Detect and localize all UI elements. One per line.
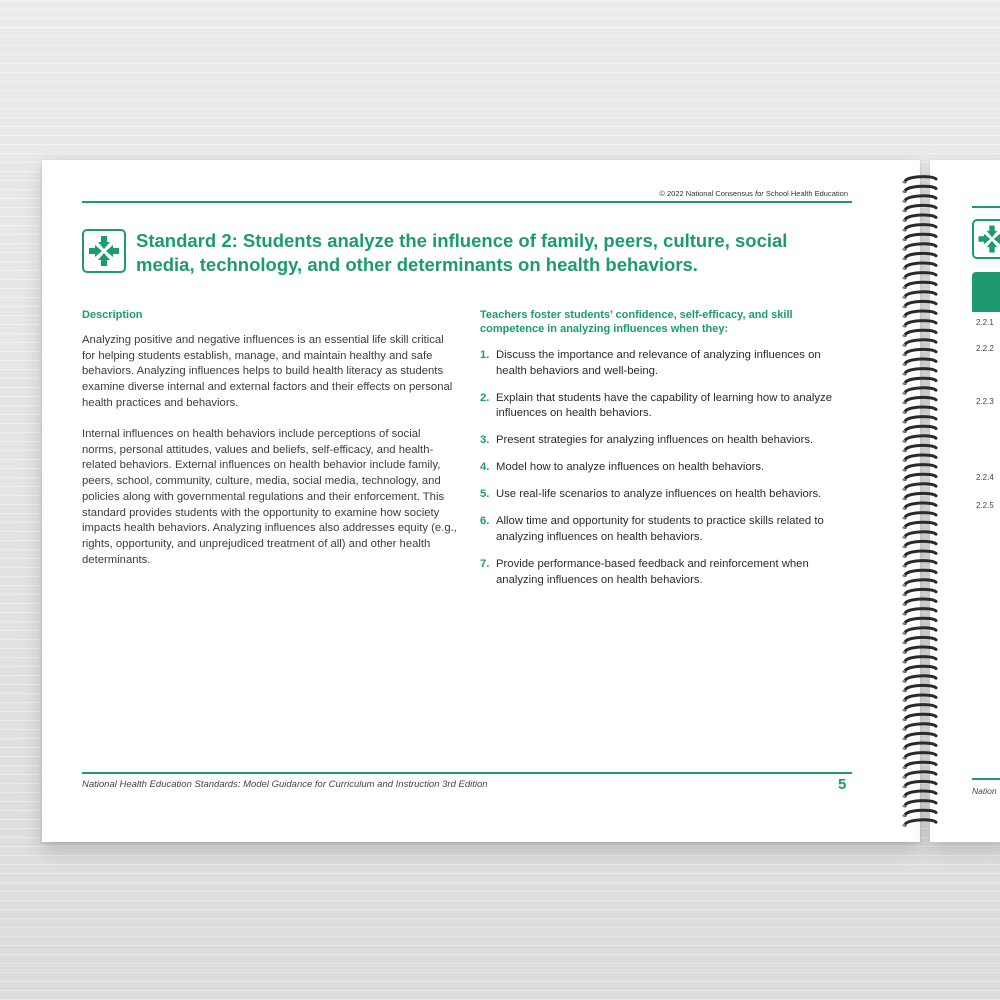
spiral-hole — [902, 354, 905, 357]
spiral-hole — [902, 603, 905, 606]
spiral-hole — [902, 277, 905, 280]
spiral-hole — [902, 373, 905, 376]
item-number: 7. — [480, 558, 490, 571]
spiral-coil — [905, 474, 936, 479]
spiral-hole — [902, 824, 905, 827]
footer-title: National Health Education Standards: Model Guidance for Curriculum and Instruction 3rd Edition — [82, 779, 488, 790]
spiral-coil — [905, 676, 936, 681]
spiral-hole — [902, 718, 905, 721]
spiral-hole — [902, 229, 905, 232]
spiral-coil — [905, 551, 936, 556]
list-item: 2. Explain that students have the capability of learning how to analyze influences on health behaviors. — [480, 391, 832, 420]
standard-title: Standard 2: Students analyze the influence of family, peers, culture, social media, technology, and other determinants on health behaviors. — [136, 230, 788, 275]
spiral-hole — [902, 661, 905, 664]
right-table-header — [972, 272, 1000, 312]
spiral-hole — [902, 747, 905, 750]
spiral-hole — [902, 334, 905, 337]
spiral-hole — [902, 814, 905, 817]
spiral-hole — [902, 411, 905, 414]
spiral-hole — [902, 546, 905, 549]
spiral-coil — [905, 282, 936, 287]
indicator-label: 2.2.3 — [976, 397, 994, 406]
spiral-hole — [902, 709, 905, 712]
spiral-hole — [902, 306, 905, 309]
spiral-coil — [905, 215, 936, 220]
spiral-coil — [905, 801, 936, 806]
spiral-hole — [902, 238, 905, 241]
spiral-coil — [905, 417, 936, 422]
spiral-hole — [902, 440, 905, 443]
spiral-hole — [902, 757, 905, 760]
spiral-hole — [902, 421, 905, 424]
list-item: 7. Provide performance-based feedback and reinforcement when analyzing influences on health behaviors. — [480, 558, 809, 586]
spiral-hole — [902, 402, 905, 405]
spiral-coil — [905, 637, 936, 642]
spiral-hole — [902, 613, 905, 616]
spiral-coil — [905, 541, 936, 546]
spiral-hole — [902, 181, 905, 184]
spiral-hole — [902, 190, 905, 193]
list-item: 1. Discuss the importance and relevance of analyzing influences on health behaviors and well-being. — [480, 349, 821, 377]
list-item: 5. Use real-life scenarios to analyze influences on health behaviors. — [480, 487, 852, 503]
spiral-coil — [905, 311, 936, 316]
spiral-coil — [905, 628, 936, 633]
indicator-label: 2.2.1 — [976, 318, 994, 327]
spiral-hole — [902, 450, 905, 453]
spiral-hole — [902, 478, 905, 481]
item-number: 6. — [480, 515, 490, 528]
spiral-coil — [905, 225, 936, 230]
spiral-hole — [902, 392, 905, 395]
description-paragraph: Internal influences on health behaviors include perceptions of social norms, personal attitudes, values and beliefs, self-efficacy, and health-related behaviors. External influences on health behavior include family, peers, school, community, culture, media, social media, technology, and policies along with governmental regulations and their enforcement. This standard provides students with the opportunity to examine how society impacts health behaviors. Analyzing influences also addresses equity (e.g., rights, opportunity, and unprejudiced treatment of all) and other health determinants. — [82, 428, 457, 566]
spiral-hole — [902, 574, 905, 577]
spiral-coil — [905, 685, 936, 690]
spiral-hole — [902, 248, 905, 251]
spiral-coil — [905, 407, 936, 412]
spiral-coil — [905, 762, 936, 767]
spiral-coil — [905, 772, 936, 777]
spiral-hole — [902, 210, 905, 213]
spiral-hole — [902, 680, 905, 683]
spiral-hole — [902, 517, 905, 520]
spiral-hole — [902, 670, 905, 673]
item-number: 4. — [480, 461, 490, 474]
spiral-coil — [905, 589, 936, 594]
item-number: 1. — [480, 349, 490, 361]
spiral-hole — [902, 594, 905, 597]
right-footer-text: Nation — [972, 786, 997, 796]
spiral-coil — [905, 570, 936, 575]
spiral-coil — [905, 330, 936, 335]
teachers-heading: Teachers foster students’ confidence, self-efficacy, and skill competence in analyzing influences when they: — [480, 309, 793, 335]
spiral-hole — [902, 325, 905, 328]
spiral-coil — [905, 705, 936, 710]
spiral-hole — [902, 536, 905, 539]
spiral-hole — [902, 488, 905, 491]
spiral-coil — [905, 753, 936, 758]
spiral-coil — [905, 253, 936, 258]
spiral-coil — [905, 810, 936, 815]
spiral-hole — [902, 786, 905, 789]
spiral-hole — [902, 507, 905, 510]
spiral-hole — [902, 258, 905, 261]
spiral-coil — [905, 436, 936, 441]
spiral-coil — [905, 781, 936, 786]
spiral-coil — [905, 388, 936, 393]
spiral-hole — [902, 526, 905, 529]
spiral-coil — [905, 205, 936, 210]
list-item: 4. Model how to analyze influences on health behaviors. — [480, 460, 852, 476]
spiral-hole — [902, 286, 905, 289]
spiral-coil — [905, 647, 936, 652]
spiral-hole — [902, 738, 905, 741]
spiral-hole — [902, 219, 905, 222]
spiral-coil — [905, 820, 936, 825]
spiral-hole — [902, 459, 905, 462]
spiral-hole — [902, 315, 905, 318]
copyright-notice: © 2022 National Consensus for School Health Education — [659, 189, 848, 198]
spiral-hole — [902, 632, 905, 635]
spiral-hole — [902, 651, 905, 654]
arrows-converging-icon — [972, 219, 1000, 259]
spiral-coil — [905, 186, 936, 191]
spiral-coil — [905, 349, 936, 354]
spiral-coil — [905, 234, 936, 239]
spiral-coil — [905, 445, 936, 450]
right-footer-rule — [972, 778, 1000, 780]
spiral-coil — [905, 484, 936, 489]
spiral-coil — [905, 359, 936, 364]
spiral-hole — [902, 728, 905, 731]
spiral-hole — [902, 584, 905, 587]
spiral-hole — [902, 267, 905, 270]
spiral-coil — [905, 714, 936, 719]
indicator-label: 2.2.4 — [976, 473, 994, 482]
item-number: 2. — [480, 391, 490, 404]
spiral-coil — [905, 599, 936, 604]
spiral-coil — [905, 196, 936, 201]
list-item: 3. Present strategies for analyzing influences on health behaviors. — [480, 433, 852, 449]
spiral-hole — [902, 776, 905, 779]
item-number: 5. — [480, 488, 490, 501]
spiral-hole — [902, 430, 905, 433]
spiral-hole — [902, 555, 905, 558]
spiral-coil — [905, 733, 936, 738]
spiral-coil — [905, 177, 936, 182]
list-item: 6. Allow time and opportunity for students to practice skills related to analyzing influences on health behaviors. — [480, 515, 824, 544]
spiral-hole — [902, 766, 905, 769]
spiral-hole — [902, 795, 905, 798]
spiral-coil — [905, 301, 936, 306]
spiral-coil — [905, 244, 936, 249]
page-number: 5 — [838, 776, 847, 793]
spiral-coil — [905, 465, 936, 470]
spiral-hole — [902, 805, 905, 808]
indicator-label: 2.2.5 — [976, 501, 994, 510]
spiral-coil — [905, 378, 936, 383]
right-header-rule — [972, 206, 1000, 208]
spiral-coil — [905, 455, 936, 460]
spiral-coil — [905, 397, 936, 402]
spiral-hole — [902, 382, 905, 385]
spiral-coil — [905, 609, 936, 614]
spiral-coil — [905, 503, 936, 508]
spiral-coil — [905, 292, 936, 297]
spiral-hole — [902, 622, 905, 625]
description-paragraph: Analyzing positive and negative influences is an essential life skill critical for helping students establish, manage, and maintain healthy and safe behaviors. Analyzing influences helps to build health literacy as students examine diverse internal and external factors and their effects on personal health practices and behaviors. — [82, 334, 453, 409]
spiral-hole — [902, 469, 905, 472]
spiral-coil — [905, 340, 936, 345]
spiral-coil — [905, 657, 936, 662]
spiral-coil — [905, 791, 936, 796]
spiral-coil — [905, 724, 936, 729]
spiral-coil — [905, 369, 936, 374]
spiral-coil — [905, 666, 936, 671]
indicator-label: 2.2.2 — [976, 344, 994, 353]
spiral-coil — [905, 618, 936, 623]
spiral-hole — [902, 200, 905, 203]
spiral-coil — [905, 263, 936, 268]
spiral-hole — [902, 642, 905, 645]
spiral-hole — [902, 690, 905, 693]
spiral-hole — [902, 344, 905, 347]
description-heading: Description — [82, 309, 143, 321]
spiral-coil — [905, 522, 936, 527]
spiral-coil — [905, 273, 936, 278]
spiral-hole — [902, 296, 905, 299]
spiral-hole — [902, 363, 905, 366]
spiral-coil — [905, 493, 936, 498]
spiral-hole — [902, 565, 905, 568]
spiral-coil — [905, 580, 936, 585]
spiral-coil — [905, 321, 936, 326]
item-number: 3. — [480, 434, 490, 447]
spiral-coil — [905, 561, 936, 566]
spiral-coil — [905, 426, 936, 431]
spiral-coil — [905, 743, 936, 748]
spiral-coil — [905, 695, 936, 700]
spiral-coil — [905, 532, 936, 537]
spiral-hole — [902, 699, 905, 702]
spiral-hole — [902, 498, 905, 501]
spiral-coil — [905, 513, 936, 518]
